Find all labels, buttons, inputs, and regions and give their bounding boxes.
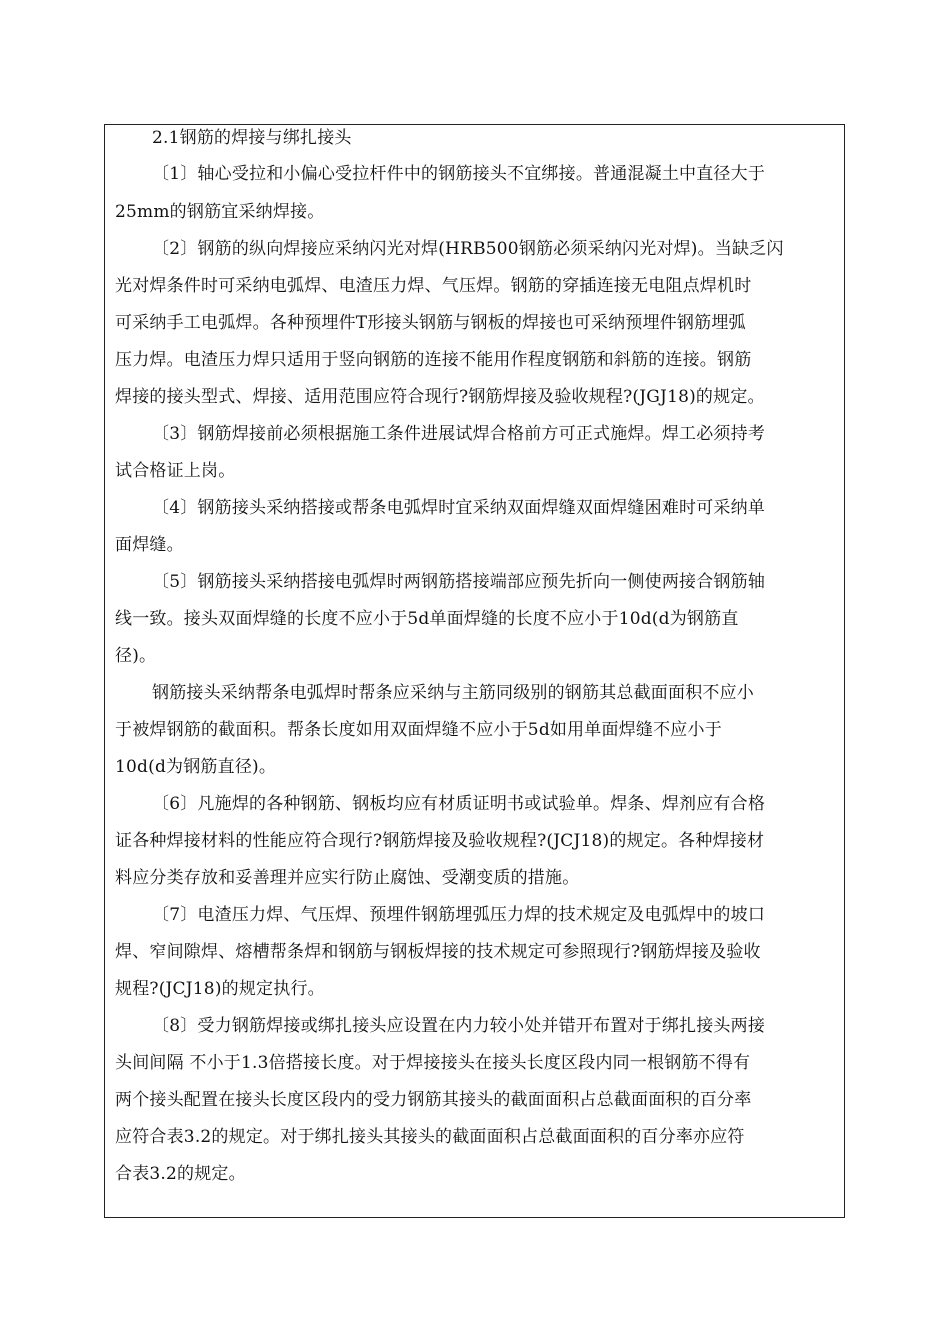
text-line: 〔6〕凡施焊的各种钢筋、钢板均应有材质证明书或试验单。焊条、焊剂应有合格 [152, 794, 766, 814]
text-line: 头间间隔 不小于1.3倍搭接长度。对于焊接接头在接头长度区段内同一根钢筋不得有 [115, 1053, 751, 1073]
text-line: 钢筋接头采纳帮条电弧焊时帮条应采纳与主筋同级别的钢筋其总截面面积不应小 [152, 683, 754, 703]
text-line: 〔7〕电渣压力焊、气压焊、预埋件钢筋埋弧压力焊的技术规定及电弧焊中的坡口 [152, 905, 766, 925]
text-line: 径)。 [115, 646, 157, 666]
text-line: 线一致。接头双面焊缝的长度不应小于5d单面焊缝的长度不应小于10d(d为钢筋直 [115, 609, 739, 629]
text-line: 规程?(JCJ18)的规定执行。 [115, 979, 325, 999]
section-heading: 2.1钢筋的焊接与绑扎接头 [152, 128, 352, 148]
text-line: 试合格证上岗。 [115, 461, 236, 481]
text-line: 〔3〕钢筋焊接前必须根据施工条件进展试焊合格前方可正式施焊。焊工必须持考 [152, 424, 766, 444]
text-line: 面焊缝。 [115, 535, 184, 555]
text-line: 〔8〕受力钢筋焊接或绑扎接头应设置在内力较小处并错开布置对于绑扎接头两接 [152, 1016, 766, 1036]
text-line: 焊、窄间隙焊、熔槽帮条焊和钢筋与钢板焊接的技术规定可参照现行?钢筋焊接及验收 [115, 942, 761, 962]
text-line: 25mm的钢筋宜采纳焊接。 [115, 202, 325, 222]
text-line: 焊接的接头型式、焊接、适用范围应符合现行?钢筋焊接及验收规程?(JGJ18)的规定。 [115, 387, 765, 407]
text-line: 于被焊钢筋的截面积。帮条长度如用双面焊缝不应小于5d如用单面焊缝不应小于 [115, 720, 722, 740]
text-line: 两个接头配置在接头长度区段内的受力钢筋其接头的截面面积占总截面面积的百分率 [115, 1090, 752, 1110]
text-line: 光对焊条件时可采纳电弧焊、电渣压力焊、气压焊。钢筋的穿插连接无电阻点焊机时 [115, 276, 752, 296]
text-line: 证各种焊接材料的性能应符合现行?钢筋焊接及验收规程?(JCJ18)的规定。各种焊接材 [115, 831, 765, 851]
text-line: 〔2〕钢筋的纵向焊接应采纳闪光对焊(HRB500钢筋必须采纳闪光对焊)。当缺乏闪 [152, 239, 784, 259]
text-line: 10d(d为钢筋直径)。 [115, 757, 277, 777]
text-line: 合表3.2的规定。 [115, 1164, 246, 1184]
text-line: 可采纳手工电弧焊。各种预埋件T形接头钢筋与钢板的焊接也可采纳预埋件钢筋埋弧 [115, 313, 746, 333]
text-line: 压力焊。电渣压力焊只适用于竖向钢筋的连接不能用作程度钢筋和斜筋的连接。钢筋 [115, 350, 752, 370]
text-line: 应符合表3.2的规定。对于绑扎接头其接头的截面面积占总截面面积的百分率亦应符 [115, 1127, 745, 1147]
text-line: 〔1〕轴心受拉和小偏心受拉杆件中的钢筋接头不宜绑接。普通混凝土中直径大于 [152, 164, 766, 184]
text-line: 〔5〕钢筋接头采纳搭接电弧焊时两钢筋搭接端部应预先折向一侧使两接合钢筋轴 [152, 572, 766, 592]
text-line: 〔4〕钢筋接头采纳搭接或帮条电弧焊时宜采纳双面焊缝双面焊缝困难时可采纳单 [152, 498, 766, 518]
text-line: 料应分类存放和妥善理并应实行防止腐蚀、受潮变质的措施。 [115, 868, 580, 888]
